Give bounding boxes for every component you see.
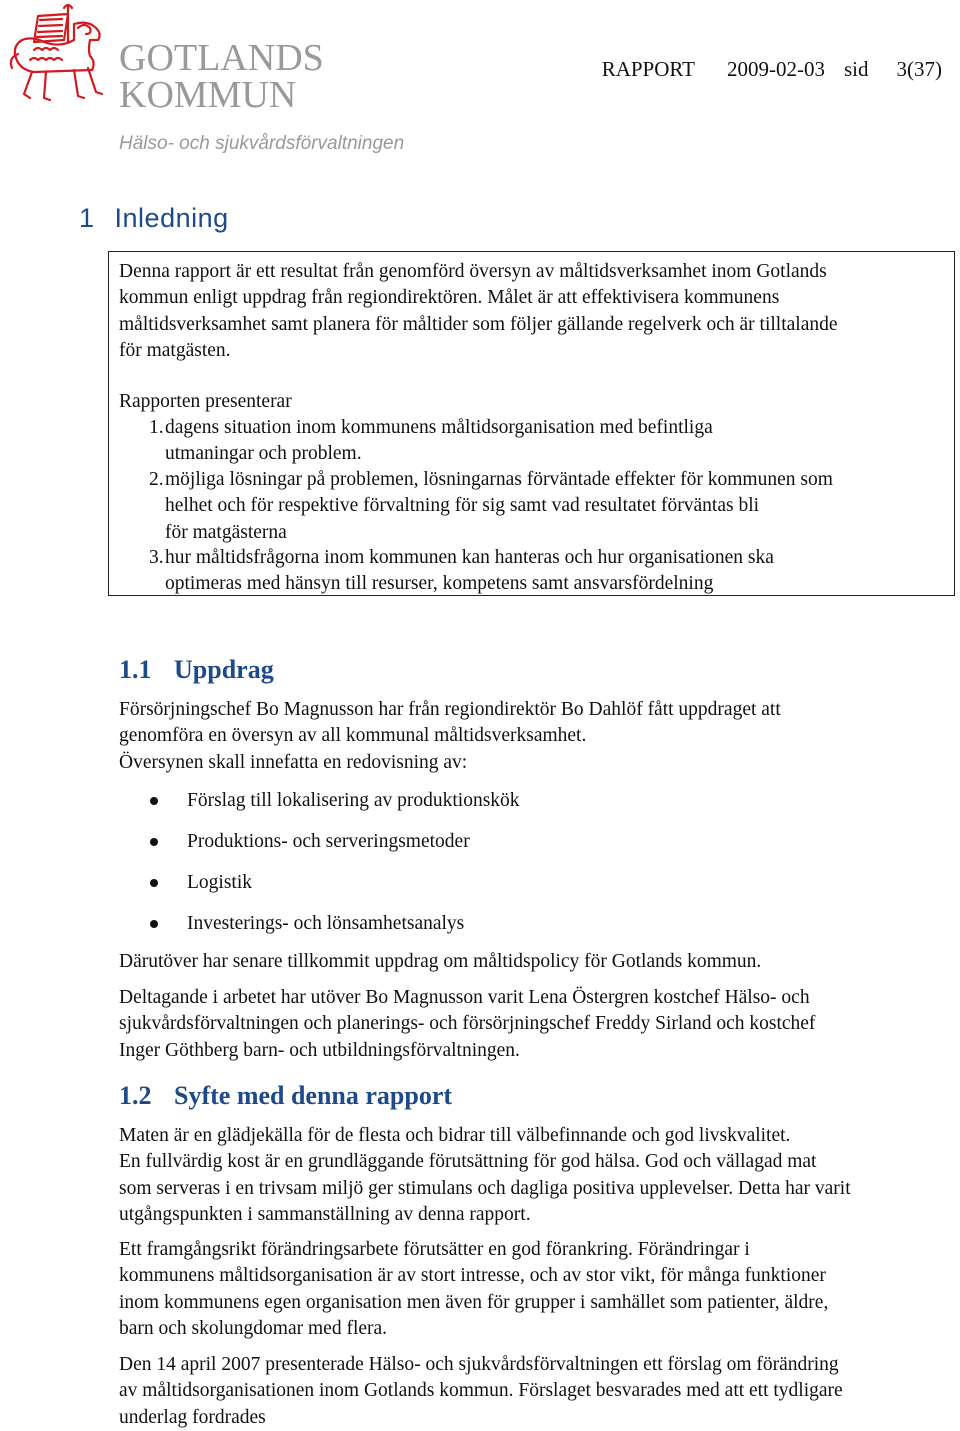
- bullet-icon: [150, 920, 158, 928]
- bullet-icon: [150, 797, 158, 805]
- bullet-icon: [150, 879, 158, 887]
- intro-paragraph: [119, 259, 838, 364]
- text-line: Maten är en glädjekälla för de flesta och bidrar till välbefinnande och god livskvalitet.: [119, 1125, 791, 1146]
- text-line: hur måltidsfrågorna inom kommunen kan hanteras och hur organisationen ska: [165, 547, 774, 568]
- participants-paragraph: [119, 985, 815, 1064]
- text-line: kommunens måltidsorganisation är av stort intresse, och av stor vikt, för många funktioner: [119, 1265, 826, 1287]
- text-line: inom kommunens egen organisation men även för grupper i samhället som patienter, äldre,: [119, 1291, 829, 1313]
- section-1-1-heading: [119, 655, 274, 685]
- list-item: [150, 910, 520, 951]
- list-number: 2.: [149, 469, 164, 490]
- section-title: Inledning: [114, 203, 229, 233]
- list-item: [150, 787, 520, 828]
- list-intro: Rapporten presenterar: [119, 391, 292, 412]
- section-title: Uppdrag: [174, 655, 274, 684]
- page-label: sid: [843, 57, 869, 81]
- bullet-icon: [150, 838, 158, 846]
- text-line: sjukvårdsförvaltningen och planerings- och försörjningschef Freddy Sirland och kostchef: [119, 1013, 816, 1035]
- text-line: underlag fordrades: [119, 1406, 266, 1428]
- text-line: för matgästerna: [165, 521, 287, 543]
- text-line: optimeras med hänsyn till resurser, kompetens samt ansvarsfördelning: [165, 573, 714, 595]
- text-line: Ett framgångsrikt förändringsarbete förutsätter en god förankring. Förändringar i: [119, 1239, 750, 1260]
- gotland-ram-logo-icon: [4, 2, 108, 114]
- page-number: 3(37): [896, 57, 942, 81]
- scope-bullet-list: [150, 787, 520, 951]
- purpose-paragraph-1: [119, 1123, 851, 1228]
- text-line: Inger Göthberg barn- och utbildningsförvaltningen.: [119, 1039, 520, 1061]
- org-line-2: KOMMUN: [119, 74, 297, 116]
- section-1-heading: [79, 203, 229, 234]
- text-line: Den 14 april 2007 presenterade Hälso- och sjukvårdsförvaltningen ett förslag om förändring: [119, 1354, 839, 1375]
- text-line: som serveras i en trivsam miljö ger stimulans och dagliga positiva upplevelser. Detta har varit: [119, 1177, 851, 1199]
- section-number: 1.2: [119, 1081, 152, 1110]
- text-line: av måltidsorganisationen inom Gotlands kommun. Förslaget besvarades med att ett tydligare: [119, 1380, 843, 1402]
- organization-name: [119, 37, 324, 116]
- text-line: genomföra en översyn av all kommunal måltidsverksamhet.: [119, 725, 587, 747]
- assignment-paragraph: [119, 697, 781, 776]
- text-line: för matgästen.: [119, 339, 231, 361]
- text-line: Försörjningschef Bo Magnusson har från regiondirektör Bo Dahlöf fått uppdraget att: [119, 699, 781, 720]
- list-item: [150, 828, 520, 869]
- list-item: [150, 869, 520, 910]
- doc-type: RAPPORT: [601, 57, 695, 81]
- doc-date: 2009-02-03: [726, 57, 825, 81]
- section-number: 1: [79, 203, 95, 233]
- text-line: En fullvärdig kost är en grundläggande förutsättning för god hälsa. God och vällagad mat: [119, 1151, 817, 1173]
- list-item-text: Produktions- och serveringsmetoder: [187, 831, 470, 852]
- text-line: kommun enligt uppdrag från regiondirektören. Målet är att effektivisera kommunens: [119, 287, 780, 309]
- department-name: Hälso- och sjukvårdsförvaltningen: [119, 133, 405, 154]
- text-line: barn och skolungdomar med flera.: [119, 1317, 388, 1339]
- text-line: Denna rapport är ett resultat från genomförd översyn av måltidsverksamhet inom Gotlands: [119, 261, 827, 282]
- text-line: möjliga lösningar på problemen, lösningarnas förväntade effekter för kommunen som: [165, 469, 833, 490]
- purpose-paragraph-3: [119, 1352, 843, 1431]
- document-meta: [602, 57, 942, 82]
- additional-assignment-paragraph: Därutöver har senare tillkommit uppdrag om måltidspolicy för Gotlands kommun.: [119, 951, 762, 972]
- list-item: [165, 545, 774, 598]
- text-line: måltidsverksamhet samt planera för måltider som följer gällande regelverk och är tilltalande: [119, 313, 838, 335]
- text-line: Översynen skall innefatta en redovisning av:: [119, 751, 468, 773]
- list-item: [165, 467, 833, 546]
- list-item: [165, 415, 713, 468]
- list-number: 1.: [149, 417, 164, 438]
- list-number: 3.: [149, 547, 164, 568]
- list-item-text: Logistik: [187, 872, 253, 893]
- org-line-1: GOTLANDS: [119, 37, 324, 79]
- section-1-2-heading: [119, 1081, 452, 1111]
- purpose-paragraph-2: [119, 1237, 828, 1342]
- section-title: Syfte med denna rapport: [174, 1081, 453, 1110]
- text-line: Deltagande i arbetet har utöver Bo Magnusson varit Lena Östergren kostchef Hälso- och: [119, 987, 810, 1008]
- text-line: helhet och för respektive förvaltning för sig samt vad resultatet förväntas bli: [165, 495, 760, 517]
- list-item-text: Förslag till lokalisering av produktionskök: [187, 790, 520, 811]
- list-item-text: Investerings- och lönsamhetsanalys: [187, 913, 465, 934]
- text-line: utgångspunkten i sammanställning av denna rapport.: [119, 1203, 531, 1225]
- section-number: 1.1: [119, 655, 152, 684]
- text-line: dagens situation inom kommunens måltidsorganisation med befintliga: [165, 417, 713, 438]
- text-line: utmaningar och problem.: [165, 443, 362, 465]
